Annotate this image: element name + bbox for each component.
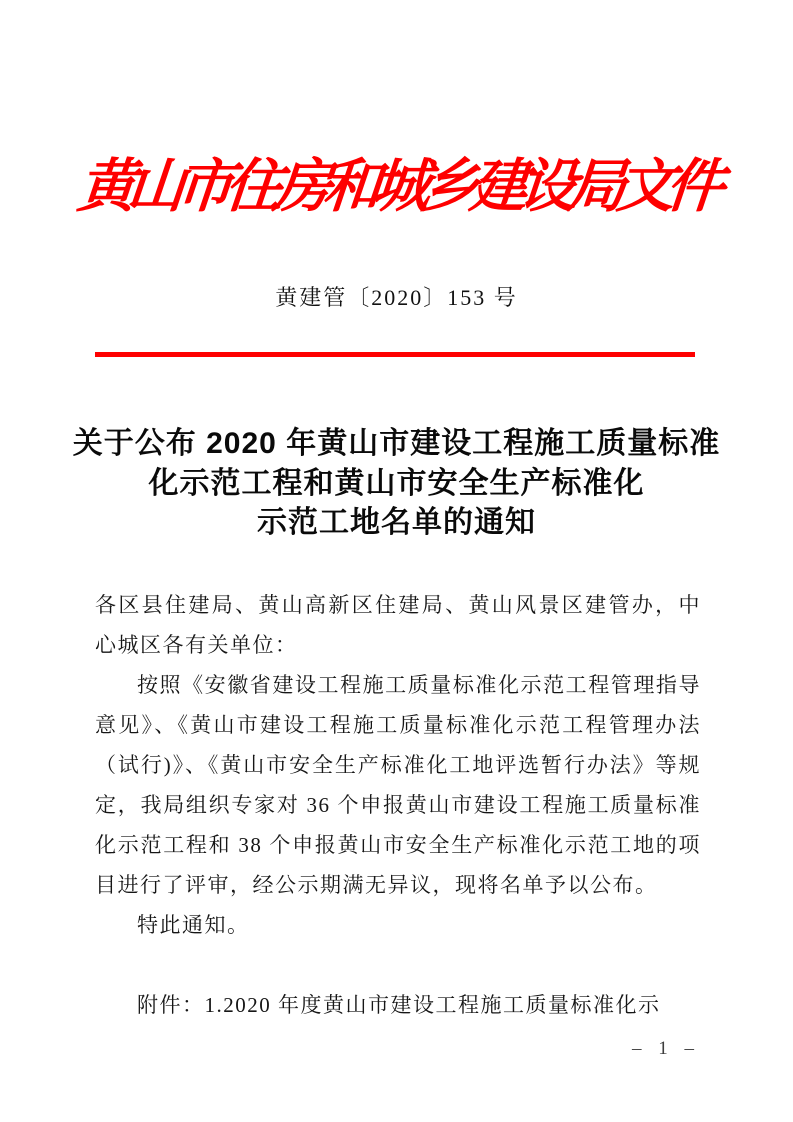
title-line-3: 示范工地名单的通知	[257, 506, 536, 539]
title-line-2: 化示范工程和黄山市安全生产标准化	[148, 466, 645, 500]
red-separator-line	[95, 352, 695, 357]
closing-paragraph: 特此通知。	[137, 913, 250, 937]
attachment-line: 附件：1.2020 年度黄山市建设工程施工质量标准化示	[137, 993, 661, 1017]
title-line-1: 关于公布 2020 年黄山市建设工程施工质量标准	[72, 427, 721, 460]
document-number: 黄建管〔2020〕153 号	[275, 285, 518, 310]
page-number: – 1 –	[632, 1038, 700, 1059]
salutation-paragraph: 各区县住建局、黄山高新区住建局、黄山风景区建管办，中心城区各有关单位：	[95, 593, 701, 657]
document-body	[95, 585, 701, 1025]
document-title	[0, 424, 793, 543]
main-body-paragraph: 按照《安徽省建设工程施工质量标准化示范工程管理指导意见》、《黄山市建设工程施工质量标准化示范工程管理办法（试行)》、《黄山市安全生产标准化工地评选暂行办法》等规定，我局组织专家对 36 个申报黄山市建设工程施工质量标准化示范工程和 38 个申报黄山市安全生产标准化示范工地的项目进行了评审，经公示期满无异议，现将名单予以公布。	[95, 673, 701, 897]
red-header-banner: 黄山市住房和城乡建设局文件	[75, 154, 718, 219]
